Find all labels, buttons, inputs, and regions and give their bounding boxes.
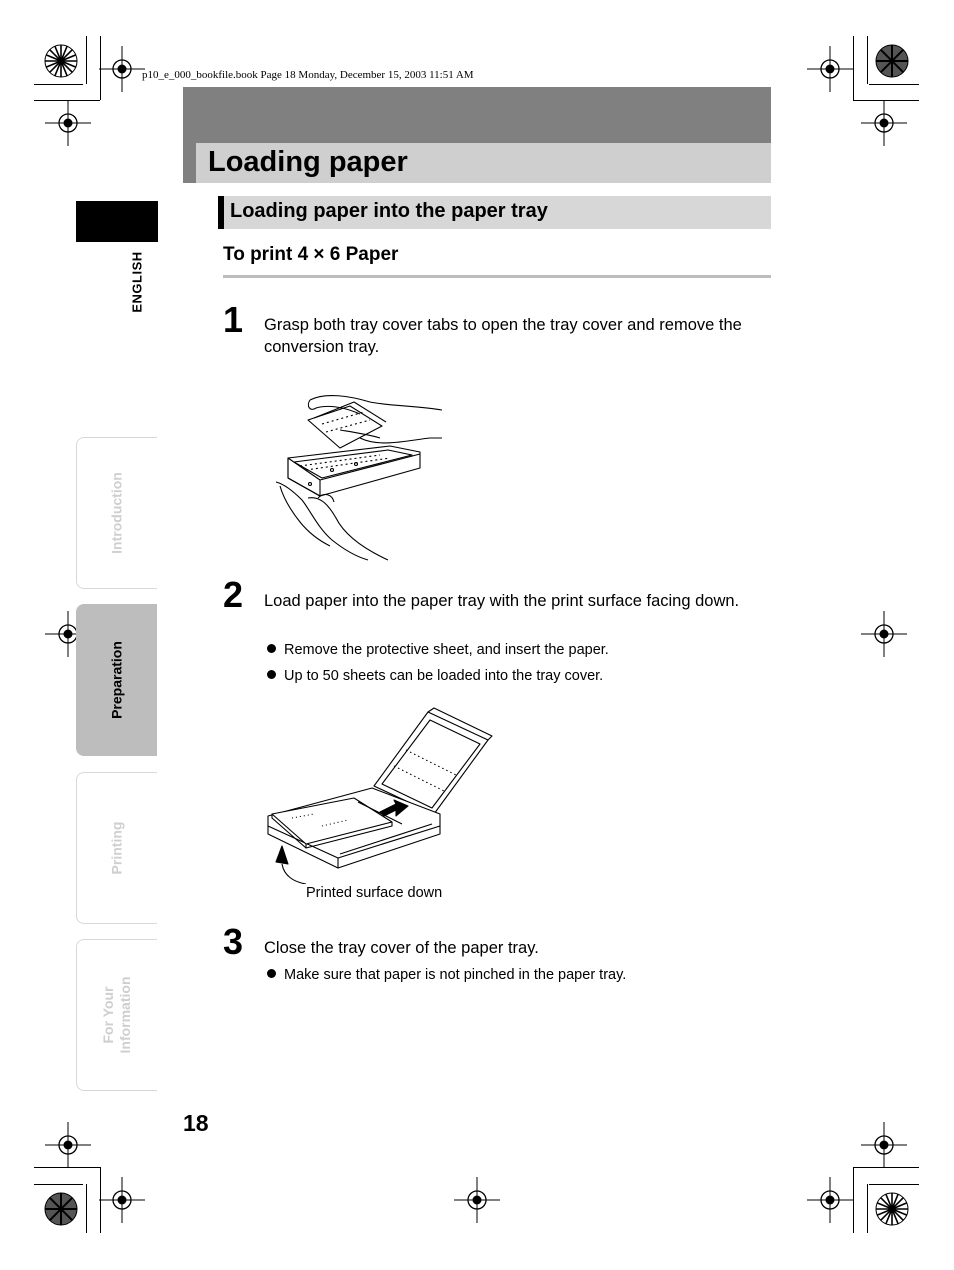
tab-label — [100, 977, 134, 1054]
step-number: 3 — [223, 921, 244, 962]
paper-loading-illustration — [262, 706, 494, 884]
crop-line — [34, 84, 83, 85]
crop-line — [34, 1184, 83, 1185]
page-number: 18 — [183, 1110, 209, 1136]
crosshair-circle-icon — [45, 1122, 91, 1168]
language-label: ENGLISH — [129, 251, 145, 313]
bullet-item — [267, 667, 603, 685]
section-title: Loading paper into the paper tray — [230, 200, 548, 222]
tab-introduction[interactable] — [76, 437, 157, 589]
crop-line — [869, 1184, 919, 1185]
crop-line — [853, 1167, 854, 1233]
tab-label-line1: For Your — [100, 986, 116, 1044]
radial-star-icon — [44, 44, 78, 78]
crosshair-circle-icon — [807, 1177, 853, 1223]
print-info: p10_e_000_bookfile.book Page 18 Monday, December 15, 2003 11:51 AM — [142, 69, 474, 81]
title-accent — [183, 143, 196, 183]
step-number: 1 — [223, 299, 244, 340]
crop-line — [86, 1184, 87, 1233]
radial-star-icon — [875, 1192, 909, 1226]
radial-star-icon — [875, 44, 909, 78]
bullet-item — [267, 966, 626, 984]
step-text: Grasp both tray cover tabs to open the tray cover and remove the conversion tray. — [264, 316, 742, 356]
subsection-title: To print 4 × 6 Paper — [223, 244, 399, 265]
bullet-text: Remove the protective sheet, and insert the paper. — [284, 642, 609, 658]
crop-line — [853, 36, 854, 100]
crop-line — [867, 36, 868, 84]
tray-cover-illustration — [270, 388, 450, 562]
filled-circle-icon — [267, 969, 276, 978]
tab-label: Preparation — [108, 641, 125, 719]
crosshair-circle-icon — [861, 100, 907, 146]
filled-circle-icon — [267, 644, 276, 653]
crosshair-circle-icon — [99, 46, 145, 92]
subsection-rule — [223, 275, 771, 278]
crosshair-circle-icon — [861, 1122, 907, 1168]
crosshair-circle-icon — [861, 611, 907, 657]
step-text: Close the tray cover of the paper tray. — [264, 939, 539, 957]
crosshair-circle-icon — [45, 100, 91, 146]
section-accent — [218, 196, 224, 229]
bullet-text: Up to 50 sheets can be loaded into the tray cover. — [284, 668, 604, 684]
crosshair-circle-icon — [99, 1177, 145, 1223]
figure-caption: Printed surface down — [306, 885, 443, 901]
header-band — [183, 87, 771, 143]
crop-line — [86, 36, 87, 84]
crosshair-circle-icon — [807, 46, 853, 92]
step-number: 2 — [223, 574, 244, 615]
filled-circle-icon — [267, 670, 276, 679]
step-text: Load paper into the paper tray with the print surface facing down. — [264, 592, 740, 610]
language-block — [76, 201, 158, 242]
tab-label-line2: Information — [117, 976, 133, 1054]
page-title: Loading paper — [208, 146, 408, 178]
bullet-item — [267, 641, 609, 659]
bullet-text: Make sure that paper is not pinched in the paper tray. — [284, 967, 627, 983]
crosshair-circle-icon — [454, 1177, 500, 1223]
tab-preparation[interactable] — [76, 604, 157, 756]
tab-label: Introduction — [108, 472, 125, 554]
tab-label: Printing — [108, 821, 125, 875]
crop-line — [869, 84, 919, 85]
crop-line — [867, 1184, 868, 1233]
tab-for-your-information[interactable] — [76, 939, 157, 1091]
tab-printing[interactable] — [76, 772, 157, 924]
radial-star-icon — [44, 1192, 78, 1226]
